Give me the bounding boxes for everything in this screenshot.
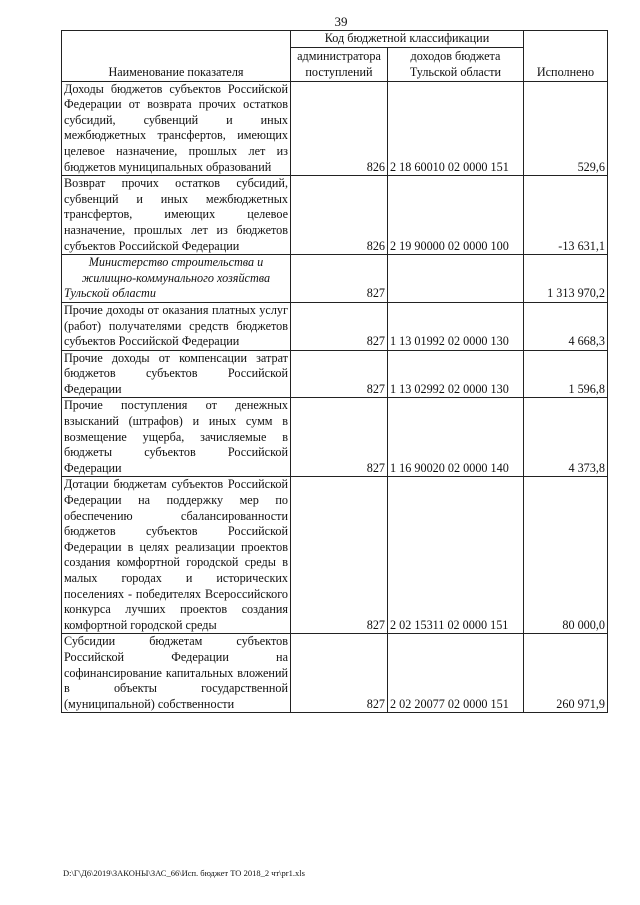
indicator-name-cell: Прочие доходы от оказания платных услуг (работ) получателями средств бюджетов субъектов Российской Федерации xyxy=(62,302,291,350)
admin-code-cell: 826 xyxy=(291,81,388,176)
executed-amount-cell: 529,6 xyxy=(524,81,608,176)
executed-amount-cell: 4 668,3 xyxy=(524,302,608,350)
income-code-cell: 2 19 90000 02 0000 100 xyxy=(388,176,524,255)
income-code-cell: 1 13 01992 02 0000 130 xyxy=(388,302,524,350)
admin-code-cell: 827 xyxy=(291,634,388,713)
budget-table xyxy=(61,30,608,713)
indicator-name-cell: Министерство строительства и жилищно-коммунального хозяйства Тульской области xyxy=(62,255,291,303)
admin-code-cell: 827 xyxy=(291,477,388,634)
executed-amount-cell: 260 971,9 xyxy=(524,634,608,713)
page-number: 39 xyxy=(334,14,348,29)
income-code-cell: 2 18 60010 02 0000 151 xyxy=(388,81,524,176)
footer-file-path: D:\Г\Д6\2019\ЗАКОНЫ\ЗАС_66\Исп. бюджет ТО 2018_2 чт\pr1.xls xyxy=(63,868,305,878)
income-code-cell: 2 02 20077 02 0000 151 xyxy=(388,634,524,713)
table-row xyxy=(62,350,608,398)
indicator-name-cell: Прочие доходы от компенсации затрат бюджетов субъектов Российской Федерации xyxy=(62,350,291,398)
header-budget-classification: Код бюджетной классификации xyxy=(291,31,524,48)
executed-amount-cell: 1 596,8 xyxy=(524,350,608,398)
indicator-name-cell: Доходы бюджетов субъектов Российской Федерации от возврата прочих остатков субсидий, субвенций и иных межбюджетных трансфертов, имеющих целевое назначение, прошлых лет из бюджетов муниципальных образований xyxy=(62,81,291,176)
indicator-name-cell: Субсидии бюджетам субъектов Российской Федерации на софинансирование капитальных вложений в объекты государственной (муниципальной) собственности xyxy=(62,634,291,713)
executed-amount-cell: 1 313 970,2 xyxy=(524,255,608,303)
indicator-name-cell: Прочие поступления от денежных взысканий (штрафов) и иных сумм в возмещение ущерба, зачисляемые в бюджеты субъектов Российской Федерации xyxy=(62,398,291,477)
executed-amount-cell: -13 631,1 xyxy=(524,176,608,255)
table-row xyxy=(62,81,608,176)
header-executed: Исполнено xyxy=(524,31,608,82)
admin-code-cell: 827 xyxy=(291,255,388,303)
table-row xyxy=(62,398,608,477)
header-row xyxy=(62,31,608,48)
table-row xyxy=(62,176,608,255)
income-code-cell xyxy=(388,255,524,303)
table-row xyxy=(62,255,608,303)
executed-amount-cell: 80 000,0 xyxy=(524,477,608,634)
header-indicator-name: Наименование показателя xyxy=(62,31,291,82)
header-income-code: доходов бюджета Тульской области xyxy=(388,47,524,81)
indicator-name-cell: Дотации бюджетам субъектов Российской Федерации на поддержку мер по обеспечению сбалансированности бюджетов субъектов Российской Федерации в целях реализации проектов создания комфортной городской среды в малых городах и исторических поселениях - победителях Всероссийского конкурса лучших проектов создания комфортной городской среды xyxy=(62,477,291,634)
table-row xyxy=(62,302,608,350)
admin-code-cell: 827 xyxy=(291,398,388,477)
header-admin-code: администратора поступлений xyxy=(291,47,388,81)
table-row xyxy=(62,634,608,713)
table-row xyxy=(62,477,608,634)
admin-code-cell: 826 xyxy=(291,176,388,255)
income-code-cell: 2 02 15311 02 0000 151 xyxy=(388,477,524,634)
income-code-cell: 1 13 02992 02 0000 130 xyxy=(388,350,524,398)
admin-code-cell: 827 xyxy=(291,350,388,398)
executed-amount-cell: 4 373,8 xyxy=(524,398,608,477)
indicator-name-cell: Возврат прочих остатков субсидий, субвенций и иных межбюджетных трансфертов, имеющих целевое назначение, прошлых лет из бюджетов субъектов Российской Федерации xyxy=(62,176,291,255)
income-code-cell: 1 16 90020 02 0000 140 xyxy=(388,398,524,477)
admin-code-cell: 827 xyxy=(291,302,388,350)
